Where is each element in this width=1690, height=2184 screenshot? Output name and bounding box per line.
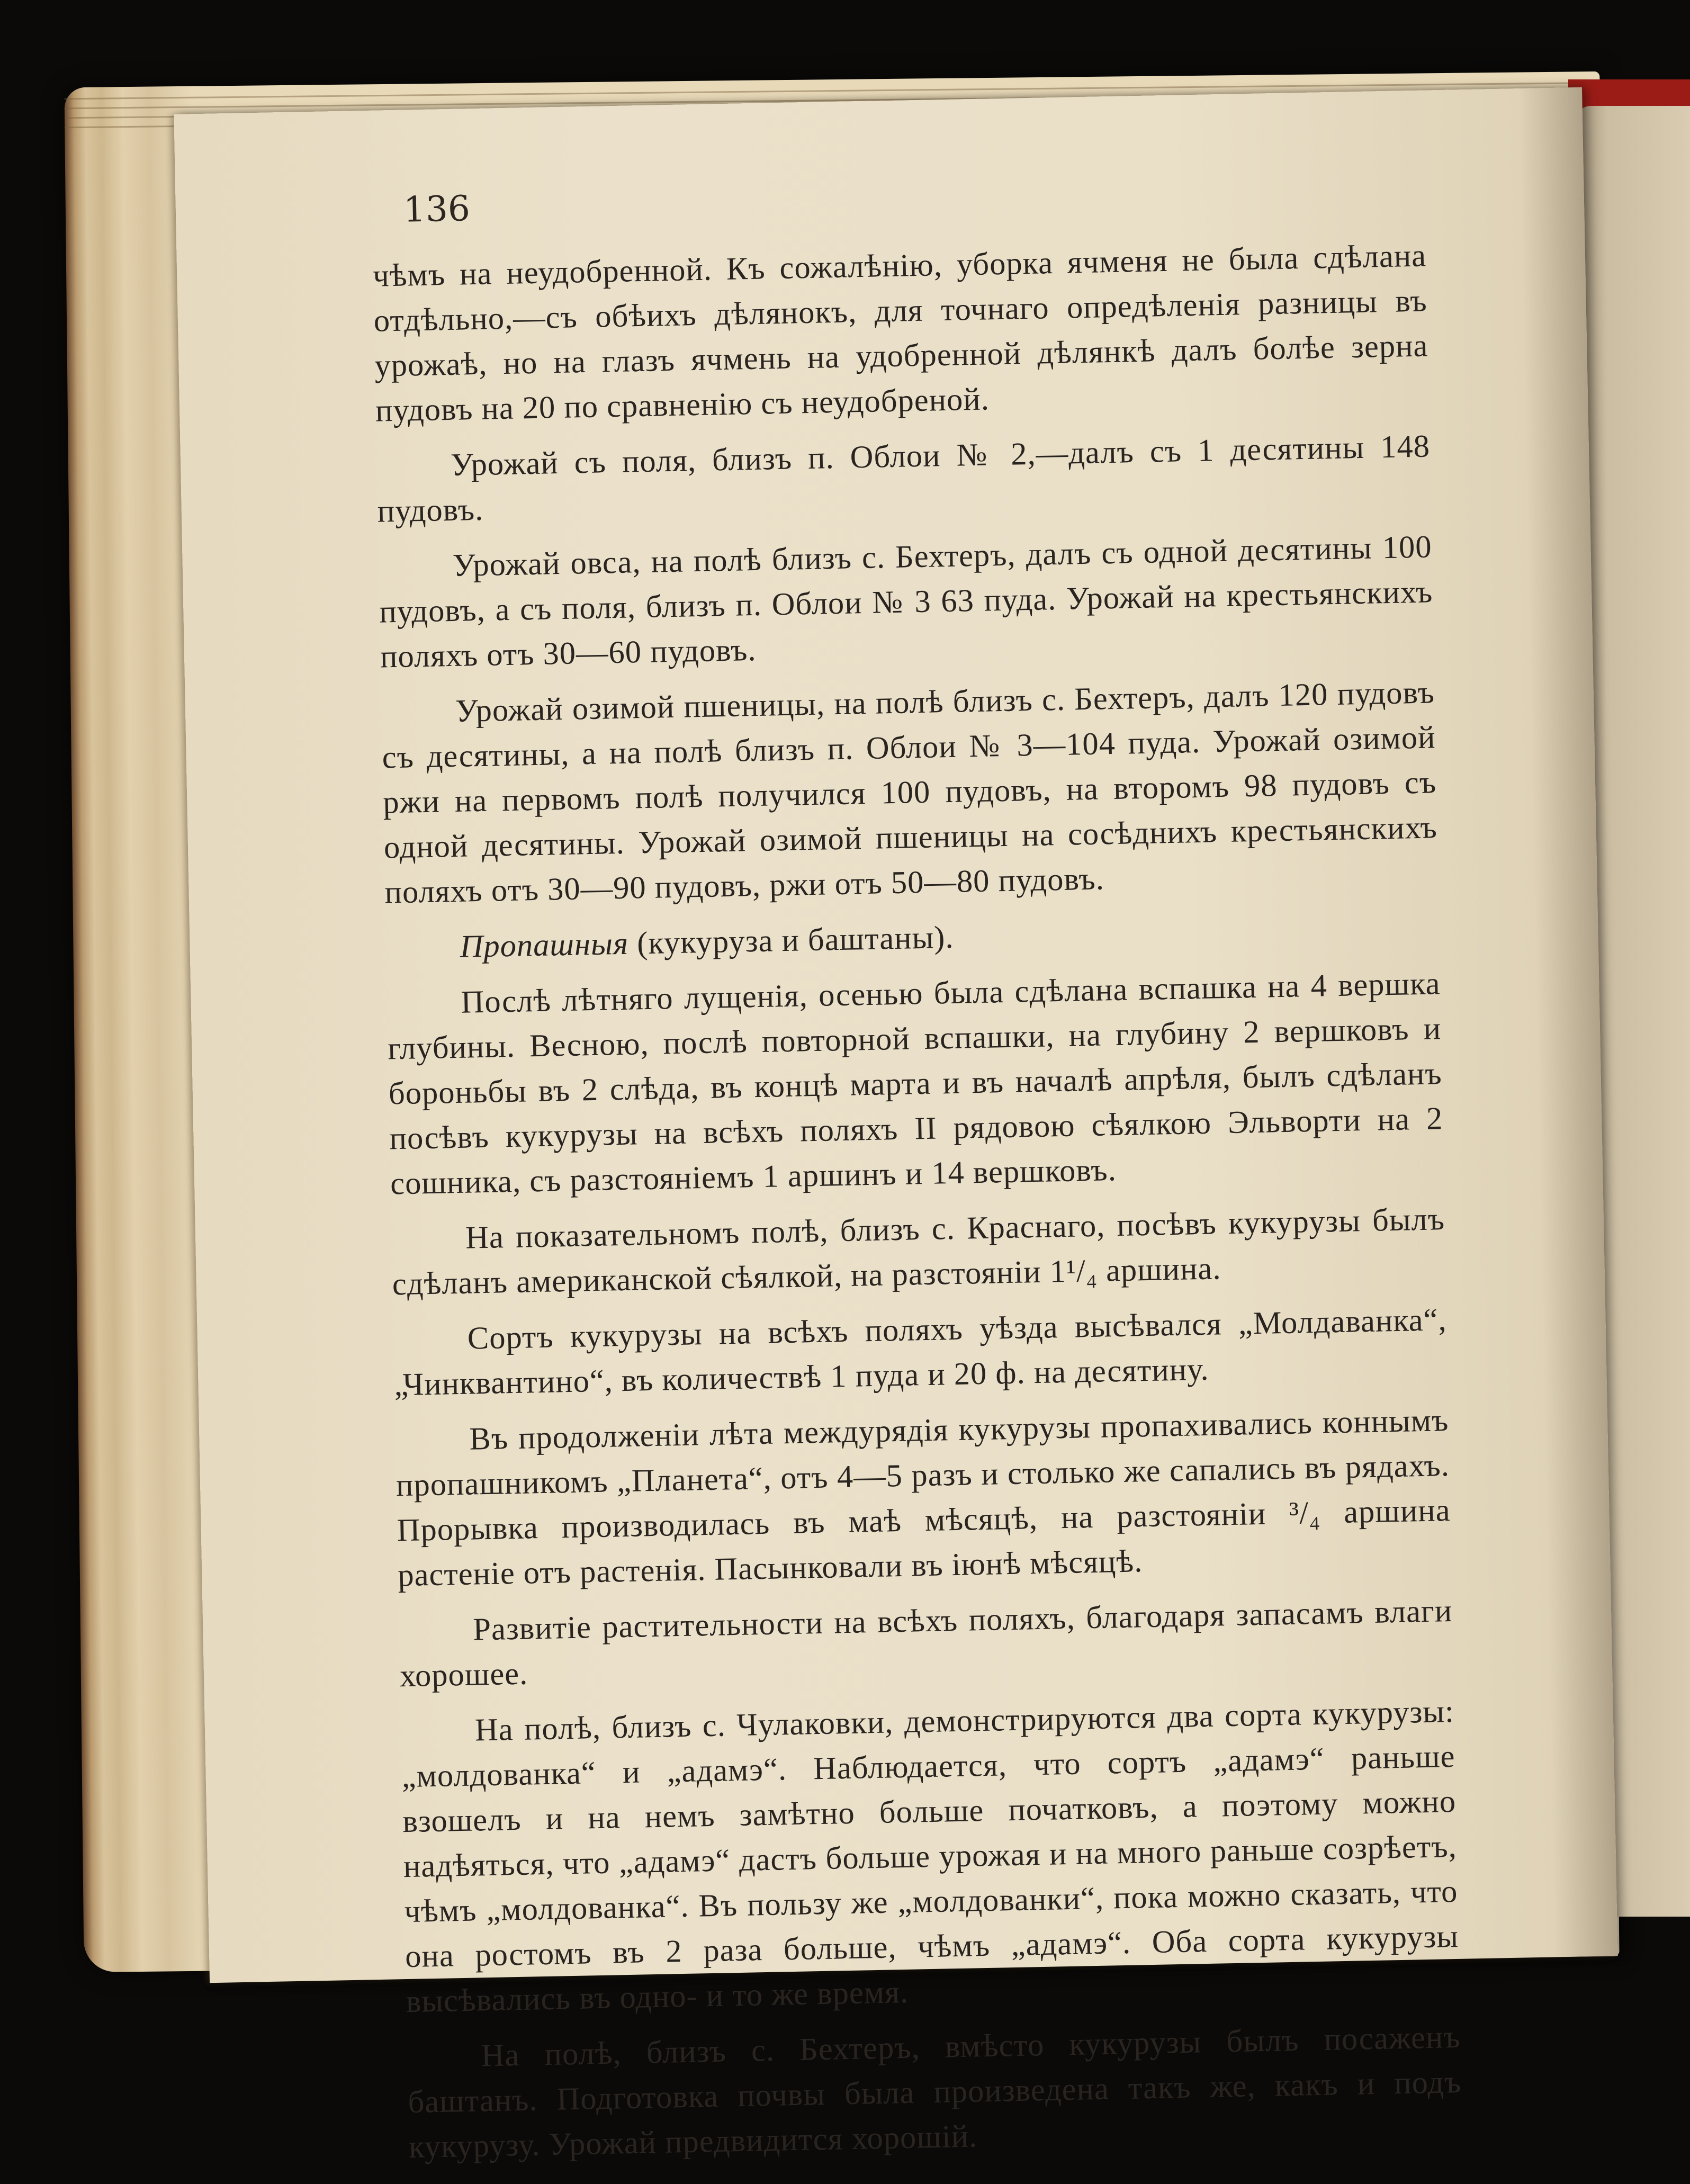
- page-body-text: [372, 233, 1463, 2181]
- paragraph: Урожай овса, на полѣ близъ с. Бехтеръ, далъ съ одной десятины 100 пудовъ, а съ поля, близъ п. Облои № 3 63 пуда. Урожай на крестьянскихъ поляхъ отъ 30—60 пудовъ.: [379, 529, 1433, 675]
- paragraph: На полѣ, близъ с. Бехтеръ, вмѣсто кукурузы былъ посаженъ баштанъ. Подготовка почвы была произведена такъ же, какъ и подъ кукурузу. Урожай предвидится хорошій.: [407, 2019, 1462, 2165]
- paragraph: На полѣ, близъ с. Чулаковки, демонстрируются два сорта кукурузы: „молдованка“ и „адамэ“. Наблюдается, что сортъ „адамэ“ раньше взошелъ и на немъ замѣтно больше початковъ, а поэтому можно надѣяться, что „адамэ“ дастъ больше урожая и на много раньше созрѣетъ, чѣмъ „молдованка“. Въ пользу же „молдованки“, пока можно сказать, что она ростомъ въ 2 раза больше, чѣмъ „адамэ“. Оба сорта кукурузы высѣвались въ одно- и то же время.: [401, 1693, 1459, 2020]
- paragraph: Въ продолженіи лѣта междурядія кукурузы пропахивались коннымъ пропашникомъ „Планета“, отъ 4—5 разъ и столько же сапались въ рядахъ. Прорывка производилась въ маѣ мѣсяцѣ, на разстояніи ³/₄ аршина растеніе отъ растенія. Пасынковали въ іюнѣ мѣсяцѣ.: [395, 1403, 1451, 1594]
- paragraph: Послѣ лѣтняго лущенія, осенью была сдѣлана вспашка на 4 вершка глубины. Весною, послѣ повторной вспашки, на глубину 2 вершковъ и бороньбы въ 2 слѣда, въ концѣ марта и въ началѣ апрѣля, былъ сдѣланъ посѣвъ кукурузы на всѣхъ поляхъ II рядовою сѣялкою Эльворти на 2 сошника, съ разстояніемъ 1 аршинъ и 14 вершковъ.: [387, 966, 1443, 1202]
- paragraph: Сортъ кукурузы на всѣхъ поляхъ уѣзда высѣвался „Молдаванка“, „Чинквантино“, въ количествѣ 1 пуда и 20 ф. на десятину.: [393, 1302, 1448, 1403]
- section-heading-note: (кукуруза и баштаны).: [636, 919, 955, 961]
- paragraph: На показательномъ полѣ, близъ с. Краснаго, посѣвъ кукурузы былъ сдѣланъ американской сѣялкой, на разстояніи 1¹/₄ аршина.: [392, 1201, 1445, 1302]
- page-number: 136: [403, 188, 471, 230]
- paragraph: Урожай озимой пшеницы, на полѣ близъ с. Бехтеръ, далъ 120 пудовъ съ десятины, а на полѣ близъ п. Облои № 3—104 пуда. Урожай озимой ржи на первомъ полѣ получился 100 пудовъ, на второмъ 98 пудовъ съ одной десятины. Урожай озимой пшеницы на сосѣднихъ крестьянскихъ поляхъ отъ 30—90 пудовъ, ржи отъ 50—80 пудовъ.: [382, 675, 1438, 911]
- section-heading-paragraph: [385, 905, 1440, 970]
- section-heading: Пропашныя: [460, 925, 629, 965]
- paragraph: Развитіе растительности на всѣхъ поляхъ, благодаря запасамъ влаги хорошее.: [399, 1593, 1453, 1694]
- paragraph: чѣмъ на неудобренной. Къ сожалѣнію, уборка ячменя не была сдѣлана отдѣльно,—съ обѣихъ дѣлянокъ, для точнаго опредѣленія разницы въ урожаѣ, но на глазъ ячмень на удобренной дѣлянкѣ далъ болѣе зерна пудовъ на 20 по сравненію съ неудобреной.: [372, 238, 1428, 429]
- paragraph: Урожай съ поля, близъ п. Облои № 2,—далъ съ 1 десятины 148 пудовъ.: [377, 428, 1431, 529]
- book-page: [174, 87, 1617, 2165]
